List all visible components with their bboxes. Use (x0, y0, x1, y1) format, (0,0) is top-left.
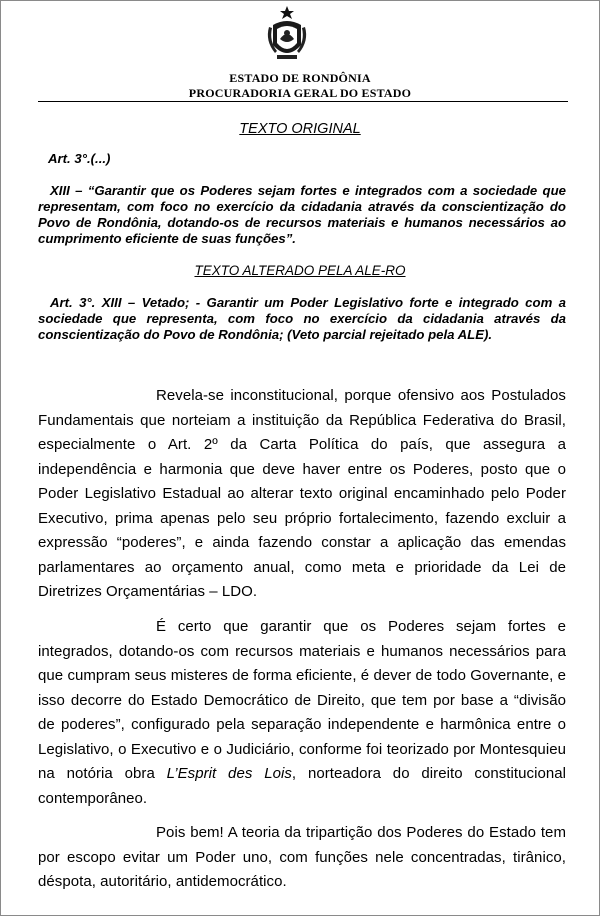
state-coat-of-arms-icon (263, 5, 311, 65)
body-paragraph-1: Revela-se inconstitucional, porque ofensivo aos Postulados Fundamentais que norteiam a instituição da República Federativa do Brasil, especialmente o Art. 2º da Carta Política do país, que assegura a independência e harmonia que deve haver entre os Poderes, posto que o Poder Legislativo Estadual ao alterar texto original encaminhado pelo Poder Executivo, prima apenas pelo seu próprio fortalecimento, fazendo excluir a expressão “poderes”, e ainda fazendo constar a aplicação das emendas parlamentares ao orçamento anual, como meta e prioridade da Lei de Diretrizes Orçamentárias – LDO. (38, 387, 566, 600)
cited-work-title: L’Esprit des Lois (166, 765, 292, 782)
body-paragraph-2-text: É certo que garantir que os Poderes sejam fortes e integrados, dotando-os com recursos materiais e humanos necessários para que cumpram seus misteres de forma eficiente, é dever de todo Governante, e isso decorre do Estado Democrático de Direito, que tem por base a “divisão de poderes”, configurado pela separação independente e harmônica entre o Legislativo, o Executivo e o Judiciário, conforme foi teorizado por Montesquieu na notória obra (38, 618, 566, 782)
altered-text-title: TEXTO ALTERADO PELA ALE-RO (194, 263, 406, 278)
body-paragraph-2-end: , norteadora do direito constitucional contemporâneo. (38, 765, 567, 807)
original-text-paragraph: XIII – “Garantir que os Poderes sejam fortes e integrados com a sociedade que representam, com foco no exercício da cidadania através da conscientização do Povo de Rondônia, dotando-os de recursos materiais e humanos necessários ao cumprimento eficiente de suas funções”. (38, 183, 566, 246)
original-text-title: TEXTO ORIGINAL (239, 121, 361, 137)
body-paragraph-2 (38, 615, 566, 811)
body-paragraph-3: Pois bem! A teoria da tripartição dos Poderes do Estado tem por escopo evitar um Poder uno, com funções nele concentradas, tirânico, déspota, autoritário, antidemocrático. (38, 824, 566, 890)
header-divider (38, 101, 568, 102)
altered-text-paragraph: Art. 3°. XIII – Vetado; - Garantir um Poder Legislativo forte e integrado com a sociedade que representa, com foco no exercício da cidadania através da conscientização do Povo de Rondônia; (Veto parcial rejeitado pela ALE). (38, 295, 566, 342)
header-state-name: ESTADO DE RONDÔNIA (229, 71, 371, 85)
header-agency-name: PROCURADORIA GERAL DO ESTADO (188, 86, 412, 100)
article-reference: Art. 3°.(...) (48, 151, 111, 166)
